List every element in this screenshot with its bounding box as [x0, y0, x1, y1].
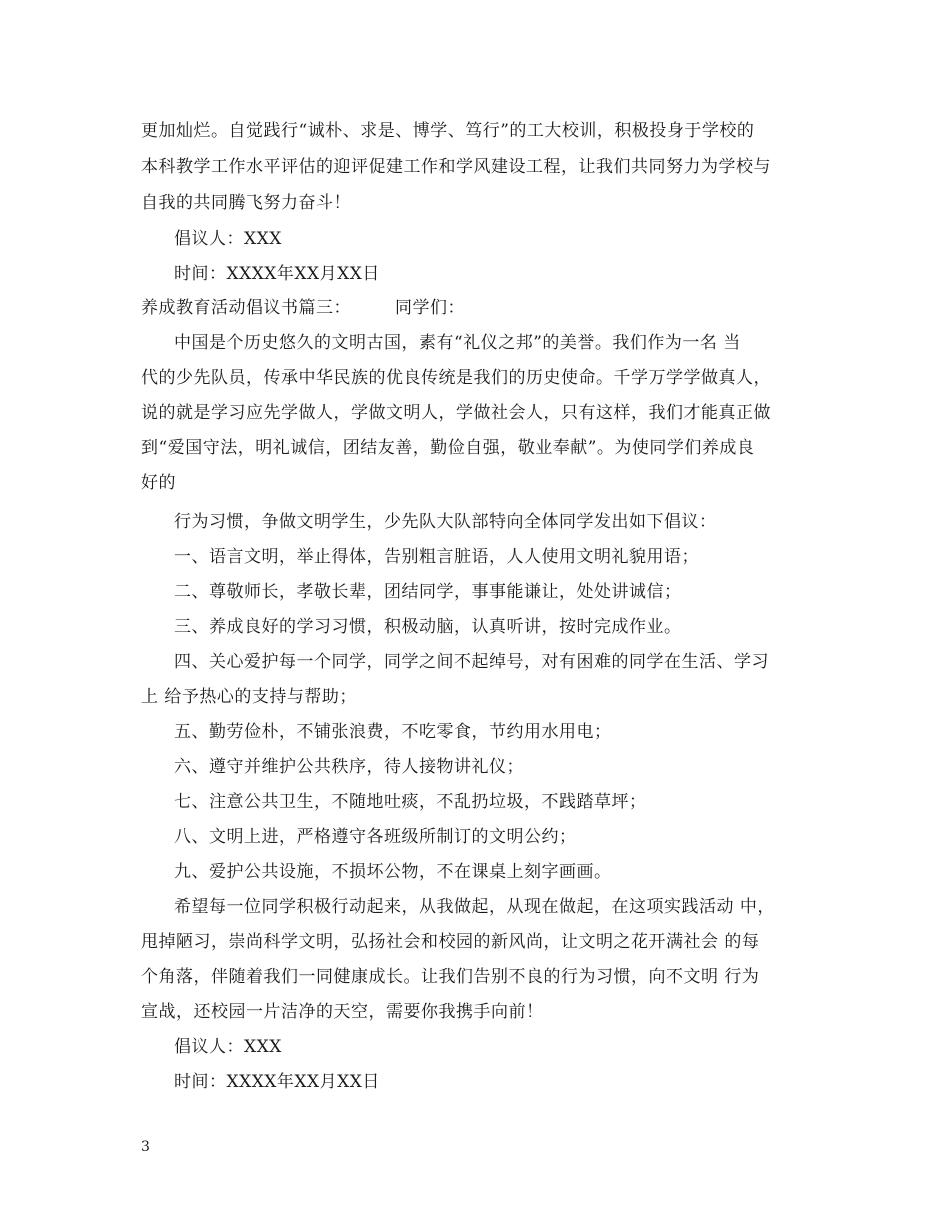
list-item-continuation: 上 给予热心的支持与帮助； — [141, 687, 357, 707]
proposer-line: 倡议人：XXX — [174, 1037, 282, 1057]
paragraph-line: 代的少先队员，传承中华民族的优良传统是我们的历史使命。千学万学学做真人， — [141, 368, 771, 388]
list-item: 七、注意公共卫生，不随地吐痰，不乱扔垃圾，不践踏草坪； — [174, 792, 647, 812]
list-item: 九、爱护公共设施，不损坏公物，不在课桌上刻字画画。 — [174, 862, 612, 882]
paragraph-line: 中国是个历史悠久的文明古国，素有“礼仪之邦”的美誉。我们作为一名 当 — [174, 333, 741, 353]
list-item: 二、尊敬师长，孝敬长辈，团结同学，事事能谦让，处处讲诚信； — [174, 582, 682, 602]
paragraph-line: 甩掉陋习，崇尚科学文明，弘扬社会和校园的新风尚，让文明之花开满社会 的每 — [141, 932, 760, 952]
list-item: 一、语言文明，举止得体，告别粗言脏语，人人使用文明礼貌用语； — [174, 547, 699, 567]
paragraph-line: 宣战，还校园一片洁净的天空，需要你我携手向前！ — [141, 1002, 544, 1022]
list-item: 六、遵守并维护公共秩序，待人接物讲礼仪； — [174, 757, 524, 777]
salutation: 同学们： — [395, 298, 465, 318]
list-item: 八、文明上进，严格遵守各班级所制订的文明公约； — [174, 827, 577, 847]
paragraph-line: 希望每一位同学积极行动起来，从我做起，从现在做起，在这项实践活动 中， — [174, 897, 775, 917]
date-line: 时间：XXXX年XX月XX日 — [174, 1072, 380, 1092]
list-item: 四、关心爱护每一个同学，同学之间不起绰号，对有困难的同学在生活、学习 — [174, 652, 769, 672]
paragraph-line: 更加灿烂。自觉践行“诚朴、求是、博学、笃行”的工大校训，积极投身于学校的 — [141, 121, 755, 141]
paragraph-line: 说的就是学习应先学做人，学做文明人，学做社会人，只有这样，我们才能真正做 — [141, 403, 771, 423]
page-number: 3 — [141, 1139, 150, 1155]
paragraph-line: 好的 — [141, 473, 176, 493]
paragraph-line: 自我的共同腾飞努力奋斗！ — [141, 193, 351, 213]
section-heading-line — [141, 297, 831, 319]
paragraph-line: 到“爱国守法，明礼诚信，团结友善，勤俭自强，敬业奉献”。为使同学们养成良 — [141, 438, 755, 458]
proposer-line: 倡议人：XXX — [174, 229, 282, 249]
list-item: 三、养成良好的学习习惯，积极动脑，认真听讲，按时完成作业。 — [174, 617, 682, 637]
list-item: 五、勤劳俭朴，不铺张浪费，不吃零食，节约用水用电； — [174, 722, 612, 742]
paragraph-line: 个角落，伴随着我们一同健康成长。让我们告别不良的行为习惯，向不文明 行为 — [141, 967, 760, 987]
date-line: 时间：XXXX年XX月XX日 — [174, 264, 380, 284]
paragraph-line: 本科教学工作水平评估的迎评促建工作和学风建设工程，让我们共同努力为学校与 — [141, 157, 771, 177]
paragraph-line: 行为习惯，争做文明学生，少先队大队部特向全体同学发出如下倡议： — [174, 512, 717, 532]
section-title: 养成教育活动倡议书篇三： — [141, 298, 351, 318]
